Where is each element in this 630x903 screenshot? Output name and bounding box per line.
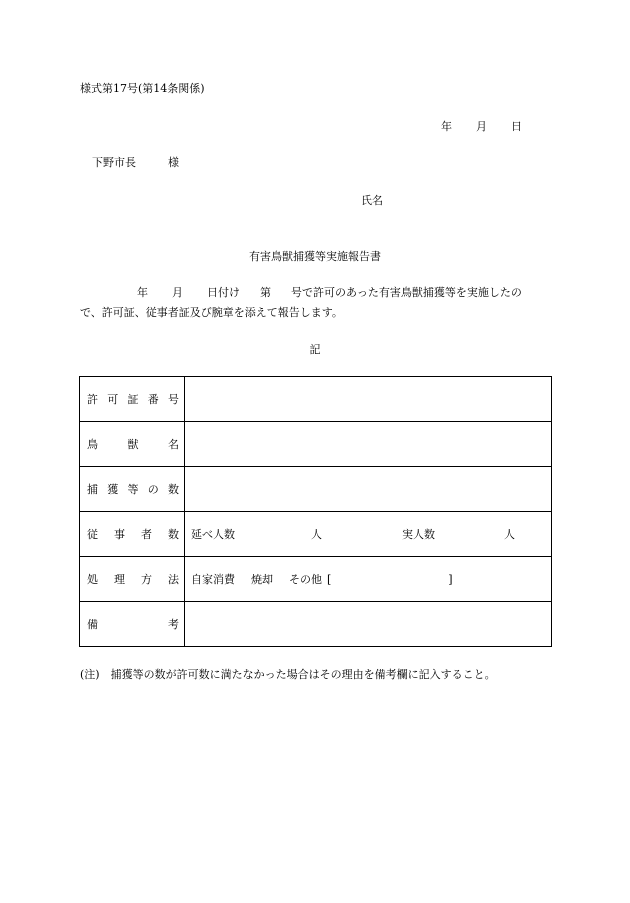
option-self-consumption[interactable]: 自家消費: [191, 572, 235, 586]
label-permit-number: 許 可 証 番 号: [80, 377, 185, 422]
table-row: [80, 377, 552, 422]
label-disposal-method: 処 理 方 法: [80, 557, 185, 602]
applicant-name-label: 氏名: [361, 194, 383, 207]
addressee-name: 下野市長: [92, 156, 136, 169]
addressee-honorific: 様: [168, 156, 179, 169]
date-year: 年: [441, 120, 452, 133]
date-day: 日: [511, 120, 522, 133]
persons-unit: 人: [504, 527, 515, 541]
date-line: [441, 121, 522, 132]
bracket-close: ]: [448, 572, 453, 586]
body-dated: 日付け: [207, 286, 240, 299]
ki-heading: 記: [309, 343, 321, 356]
form-number: 様式第17号(第14条関係): [80, 82, 205, 95]
disposal-method-field[interactable]: [185, 557, 552, 602]
table-row: [80, 557, 552, 602]
body-dai: 第: [260, 286, 271, 299]
date-month: 月: [476, 120, 487, 133]
total-persons-label: 延べ人数: [191, 527, 235, 541]
table-row: [80, 422, 552, 467]
body-line-1: [80, 287, 522, 298]
option-other[interactable]: その他: [289, 572, 322, 586]
persons-unit: 人: [311, 527, 322, 541]
body-month: 月: [172, 286, 183, 299]
label-remarks: 備 考: [80, 602, 185, 647]
table-row: [80, 602, 552, 647]
worker-count-field[interactable]: [185, 512, 552, 557]
addressee-line: [92, 157, 179, 168]
bracket-open: [: [327, 572, 332, 586]
remarks-field[interactable]: [185, 602, 552, 647]
capture-count-field[interactable]: [185, 467, 552, 512]
body-year: 年: [137, 286, 148, 299]
body-line1-rest: 号で許可のあった有害鳥獣捕獲等を実施したの: [291, 286, 522, 299]
permit-number-field[interactable]: [185, 377, 552, 422]
footnote: (注) 捕獲等の数が許可数に満たなかった場合はその理由を備考欄に記入すること。: [80, 668, 496, 681]
table-row: [80, 512, 552, 557]
label-animal-name: 鳥 獣 名: [80, 422, 185, 467]
body-line-2: で、許可証、従事者証及び腕章を添えて報告します。: [80, 306, 343, 319]
table-row: [80, 467, 552, 512]
document-title: 有害鳥獣捕獲等実施報告書: [249, 250, 381, 263]
label-worker-count: 従 事 者 数: [80, 512, 185, 557]
actual-persons-label: 実人数: [402, 527, 435, 541]
label-capture-count: 捕 獲 等 の 数: [80, 467, 185, 512]
option-incineration[interactable]: 焼却: [251, 572, 273, 586]
animal-name-field[interactable]: [185, 422, 552, 467]
report-table: [79, 376, 552, 647]
